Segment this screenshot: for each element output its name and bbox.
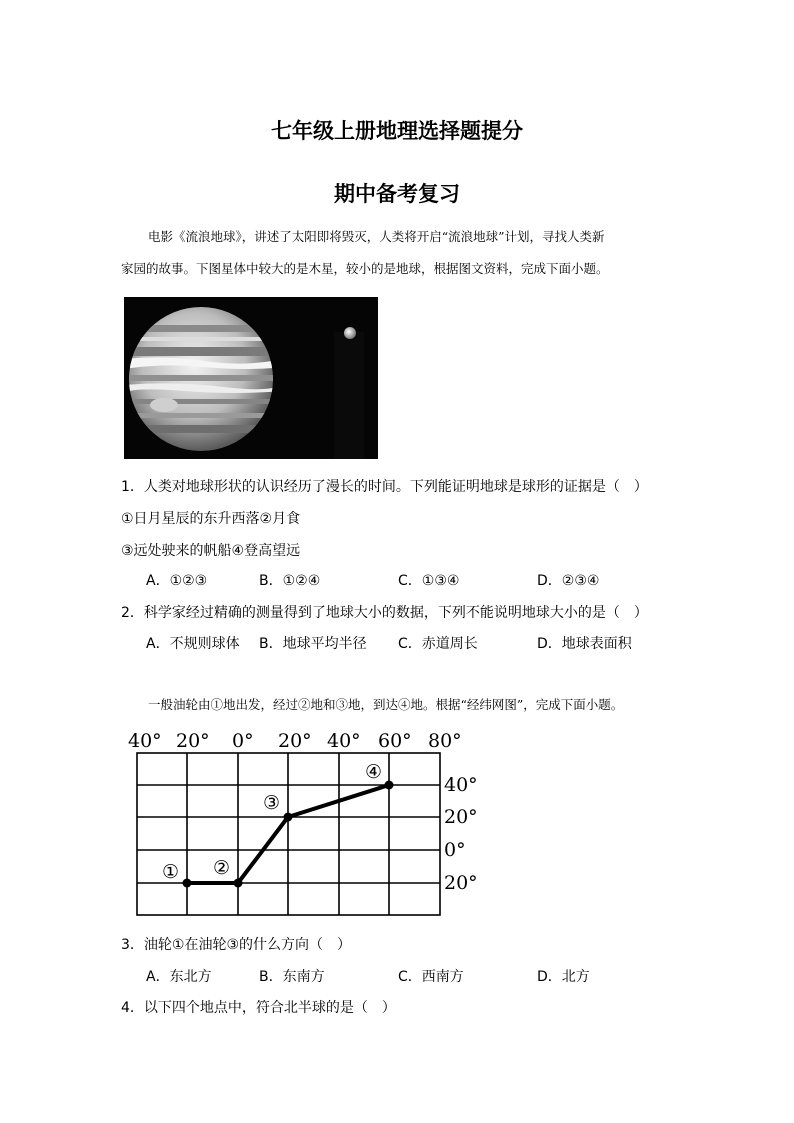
intro-paragraph-2: 一般油轮由①地出发，经过②地和③地，到达④地。根据“经纬网图”，完成下面小题。 (148, 697, 624, 712)
page-subtitle: 期中备考复习 (334, 182, 460, 206)
question-3-option-d[interactable]: D．北方 (537, 969, 590, 985)
question-3-stem: 3．油轮①在油轮③的什么方向（ ） (121, 937, 352, 953)
grid-right-label: 40° (444, 774, 478, 796)
question-3-option-c[interactable]: C．西南方 (398, 969, 464, 985)
jupiter-earth-photo (124, 297, 378, 459)
grid-top-label: 40° (128, 730, 162, 752)
question-1-option-a[interactable]: A．①②③ (146, 573, 208, 589)
route-point-3-label: ③ (263, 792, 281, 814)
latitude-longitude-grid (124, 728, 484, 920)
question-4-stem: 4．以下四个地点中，符合北半球的是（ ） (121, 1000, 396, 1016)
grid-lines (137, 753, 440, 915)
page-title: 七年级上册地理选择题提分 (271, 119, 523, 143)
intro-paragraph-line1: 电影《流浪地球》，讲述了太阳即将毁灭，人类将开启“流浪地球”计划，寻找人类新 (148, 229, 605, 244)
intro-paragraph-line2: 家园的故事。下图星体中较大的是木星，较小的是地球，根据图文资料，完成下面小题。 (121, 261, 609, 276)
question-1-statement-1: ①日月星辰的东升西落②月食 (121, 511, 301, 527)
route-point-4 (385, 781, 394, 790)
question-2-stem: 2．科学家经过精确的测量得到了地球大小的数据，下列不能说明地球大小的是（ ） (121, 605, 648, 621)
route-point-1 (183, 879, 192, 888)
question-1-option-c[interactable]: C．①③④ (398, 573, 460, 589)
grid-top-label: 0° (232, 730, 254, 752)
question-1-option-d[interactable]: D．②③④ (537, 573, 600, 589)
route-point-2 (234, 879, 243, 888)
question-3-option-a[interactable]: A．东北方 (146, 969, 212, 985)
question-2-option-d[interactable]: D．地球表面积 (537, 636, 632, 652)
grid-top-label: 20° (278, 730, 312, 752)
question-1-statement-2: ③远处驶来的帆船④登高望远 (121, 543, 301, 559)
route-point-4-label: ④ (365, 761, 383, 783)
grid-right-label: 0° (444, 839, 466, 861)
question-2-option-a[interactable]: A．不规则球体 (146, 636, 240, 652)
grid-top-label: 60° (378, 730, 412, 752)
grid-right-label: 20° (444, 806, 478, 828)
grid-top-label: 20° (176, 730, 210, 752)
route-point-3 (284, 813, 293, 822)
question-2-option-b[interactable]: B．地球平均半径 (259, 636, 367, 652)
question-1-option-b[interactable]: B．①②④ (259, 573, 321, 589)
grid-top-label: 80° (428, 730, 462, 752)
grid-right-label: 20° (444, 872, 478, 894)
question-3-option-b[interactable]: B．东南方 (259, 969, 325, 985)
question-2-option-c[interactable]: C．赤道周长 (398, 636, 478, 652)
grid-top-label: 40° (327, 730, 361, 752)
route-point-2-label: ② (213, 857, 231, 879)
question-1-stem: 1．人类对地球形状的认识经历了漫长的时间。下列能证明地球是球形的证据是（ ） (121, 479, 648, 495)
route-point-1-label: ① (162, 861, 180, 883)
